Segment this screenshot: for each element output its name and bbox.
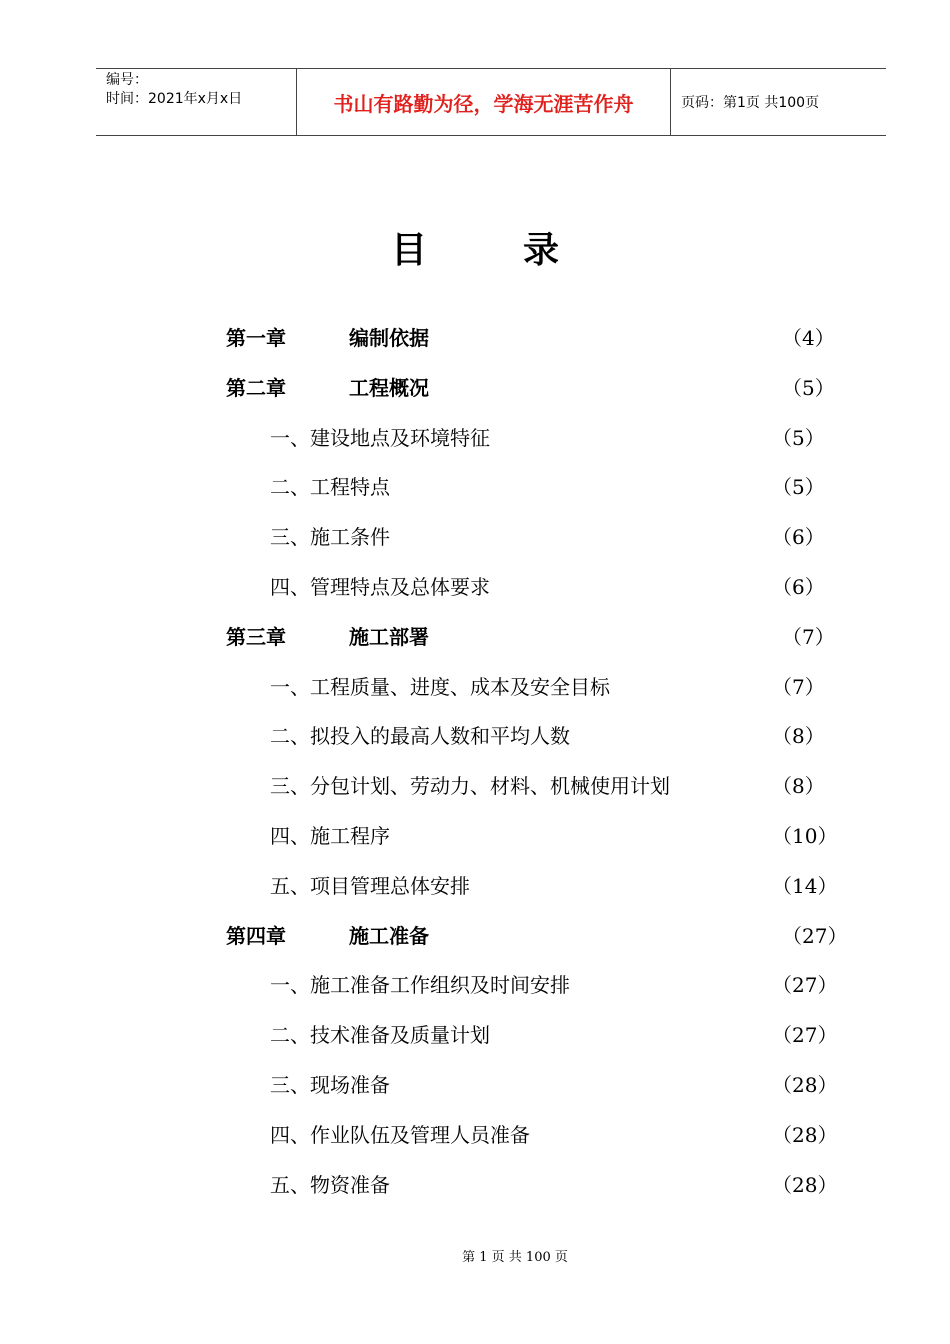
title-char-2: 录 (523, 230, 560, 271)
toc-page-number: （8） (772, 724, 825, 749)
toc-page-number: （14） (772, 873, 838, 898)
toc-section-row[interactable] (0, 467, 950, 507)
toc-page-number: （4） (782, 326, 835, 350)
toc-page-number: （6） (772, 525, 825, 550)
toc-page-number: （28） (772, 1073, 838, 1097)
toc-section-row[interactable] (0, 766, 950, 806)
header-number-label: 编号： (106, 72, 148, 88)
toc-section-title: 三、施工条件 (270, 525, 390, 550)
toc-section-title: 三、分包计划、劳动力、材料、机械使用计划 (270, 774, 670, 799)
toc-chapter-row[interactable] (0, 318, 950, 358)
toc-page-number: （5） (782, 375, 835, 400)
header-slogan: 书山有路勤为径，学海无涯苦作舟 (297, 69, 671, 135)
toc-section-row[interactable] (0, 517, 950, 557)
toc-section-title: 二、工程特点 (270, 475, 390, 500)
toc-chapter-number: 第三章 (226, 624, 286, 649)
header-time-label: 时间：2021年x月x日 (106, 91, 243, 107)
toc-section-title: 五、物资准备 (270, 1172, 390, 1197)
toc-page-number: （6） (772, 575, 825, 599)
toc-section-row[interactable] (0, 418, 950, 458)
toc-section-row[interactable] (0, 716, 950, 756)
page-title (0, 222, 950, 273)
toc-page-number: （10） (772, 824, 838, 848)
toc-chapter-title: 施工准备 (349, 923, 429, 948)
toc-section-row[interactable] (0, 1065, 950, 1105)
toc-chapter-title: 工程概况 (349, 375, 429, 400)
page-header (96, 68, 886, 136)
toc-section-row[interactable] (0, 567, 950, 607)
toc-page-number: （27） (782, 923, 848, 948)
toc-section-title: 二、拟投入的最高人数和平均人数 (270, 724, 570, 749)
title-char-1: 目 (390, 230, 427, 271)
toc-page-number: （7） (782, 624, 835, 649)
toc-page-number: （28） (772, 1122, 838, 1147)
toc-section-row[interactable] (0, 667, 950, 707)
toc-section-title: 三、现场准备 (270, 1073, 390, 1097)
toc-chapter-row[interactable] (0, 617, 950, 657)
toc-page-number: （5） (772, 425, 825, 450)
toc-chapter-title: 编制依据 (349, 326, 429, 350)
toc-page-number: （28） (772, 1172, 838, 1197)
toc-section-title: 四、作业队伍及管理人员准备 (270, 1122, 530, 1147)
toc-section-row[interactable] (0, 1165, 950, 1205)
toc-chapter-number: 第一章 (226, 326, 286, 350)
toc-page-number: （8） (772, 774, 825, 799)
page-footer (0, 1246, 950, 1265)
toc-page-number: （5） (772, 475, 825, 500)
toc-page-number: （27） (772, 1023, 838, 1048)
toc-section-row[interactable] (0, 965, 950, 1005)
toc-chapter-row[interactable] (0, 368, 950, 408)
header-meta (96, 69, 297, 135)
header-page-info: 页码：第1页 共100页 (681, 95, 820, 111)
toc-chapter-row[interactable] (0, 916, 950, 956)
toc-section-title: 一、工程质量、进度、成本及安全目标 (270, 674, 610, 699)
toc-section-title: 一、施工准备工作组织及时间安排 (270, 973, 570, 998)
toc-section-title: 二、技术准备及质量计划 (270, 1023, 490, 1048)
toc-section-row[interactable] (0, 1015, 950, 1055)
toc-section-title: 四、施工程序 (270, 824, 390, 848)
footer-page-number: 第 1 页 共 100 页 (462, 1250, 568, 1265)
toc-chapter-number: 第四章 (226, 923, 286, 948)
toc-section-row[interactable] (0, 816, 950, 856)
toc-page-number: （7） (772, 674, 825, 699)
toc-chapter-number: 第二章 (226, 375, 286, 400)
toc-section-title: 五、项目管理总体安排 (270, 873, 470, 898)
toc-section-row[interactable] (0, 1115, 950, 1155)
toc-section-title: 一、建设地点及环境特征 (270, 425, 490, 450)
toc-section-title: 四、管理特点及总体要求 (270, 575, 490, 599)
toc-section-row[interactable] (0, 866, 950, 906)
toc-chapter-title: 施工部署 (349, 624, 429, 649)
toc-page-number: （27） (772, 973, 838, 998)
